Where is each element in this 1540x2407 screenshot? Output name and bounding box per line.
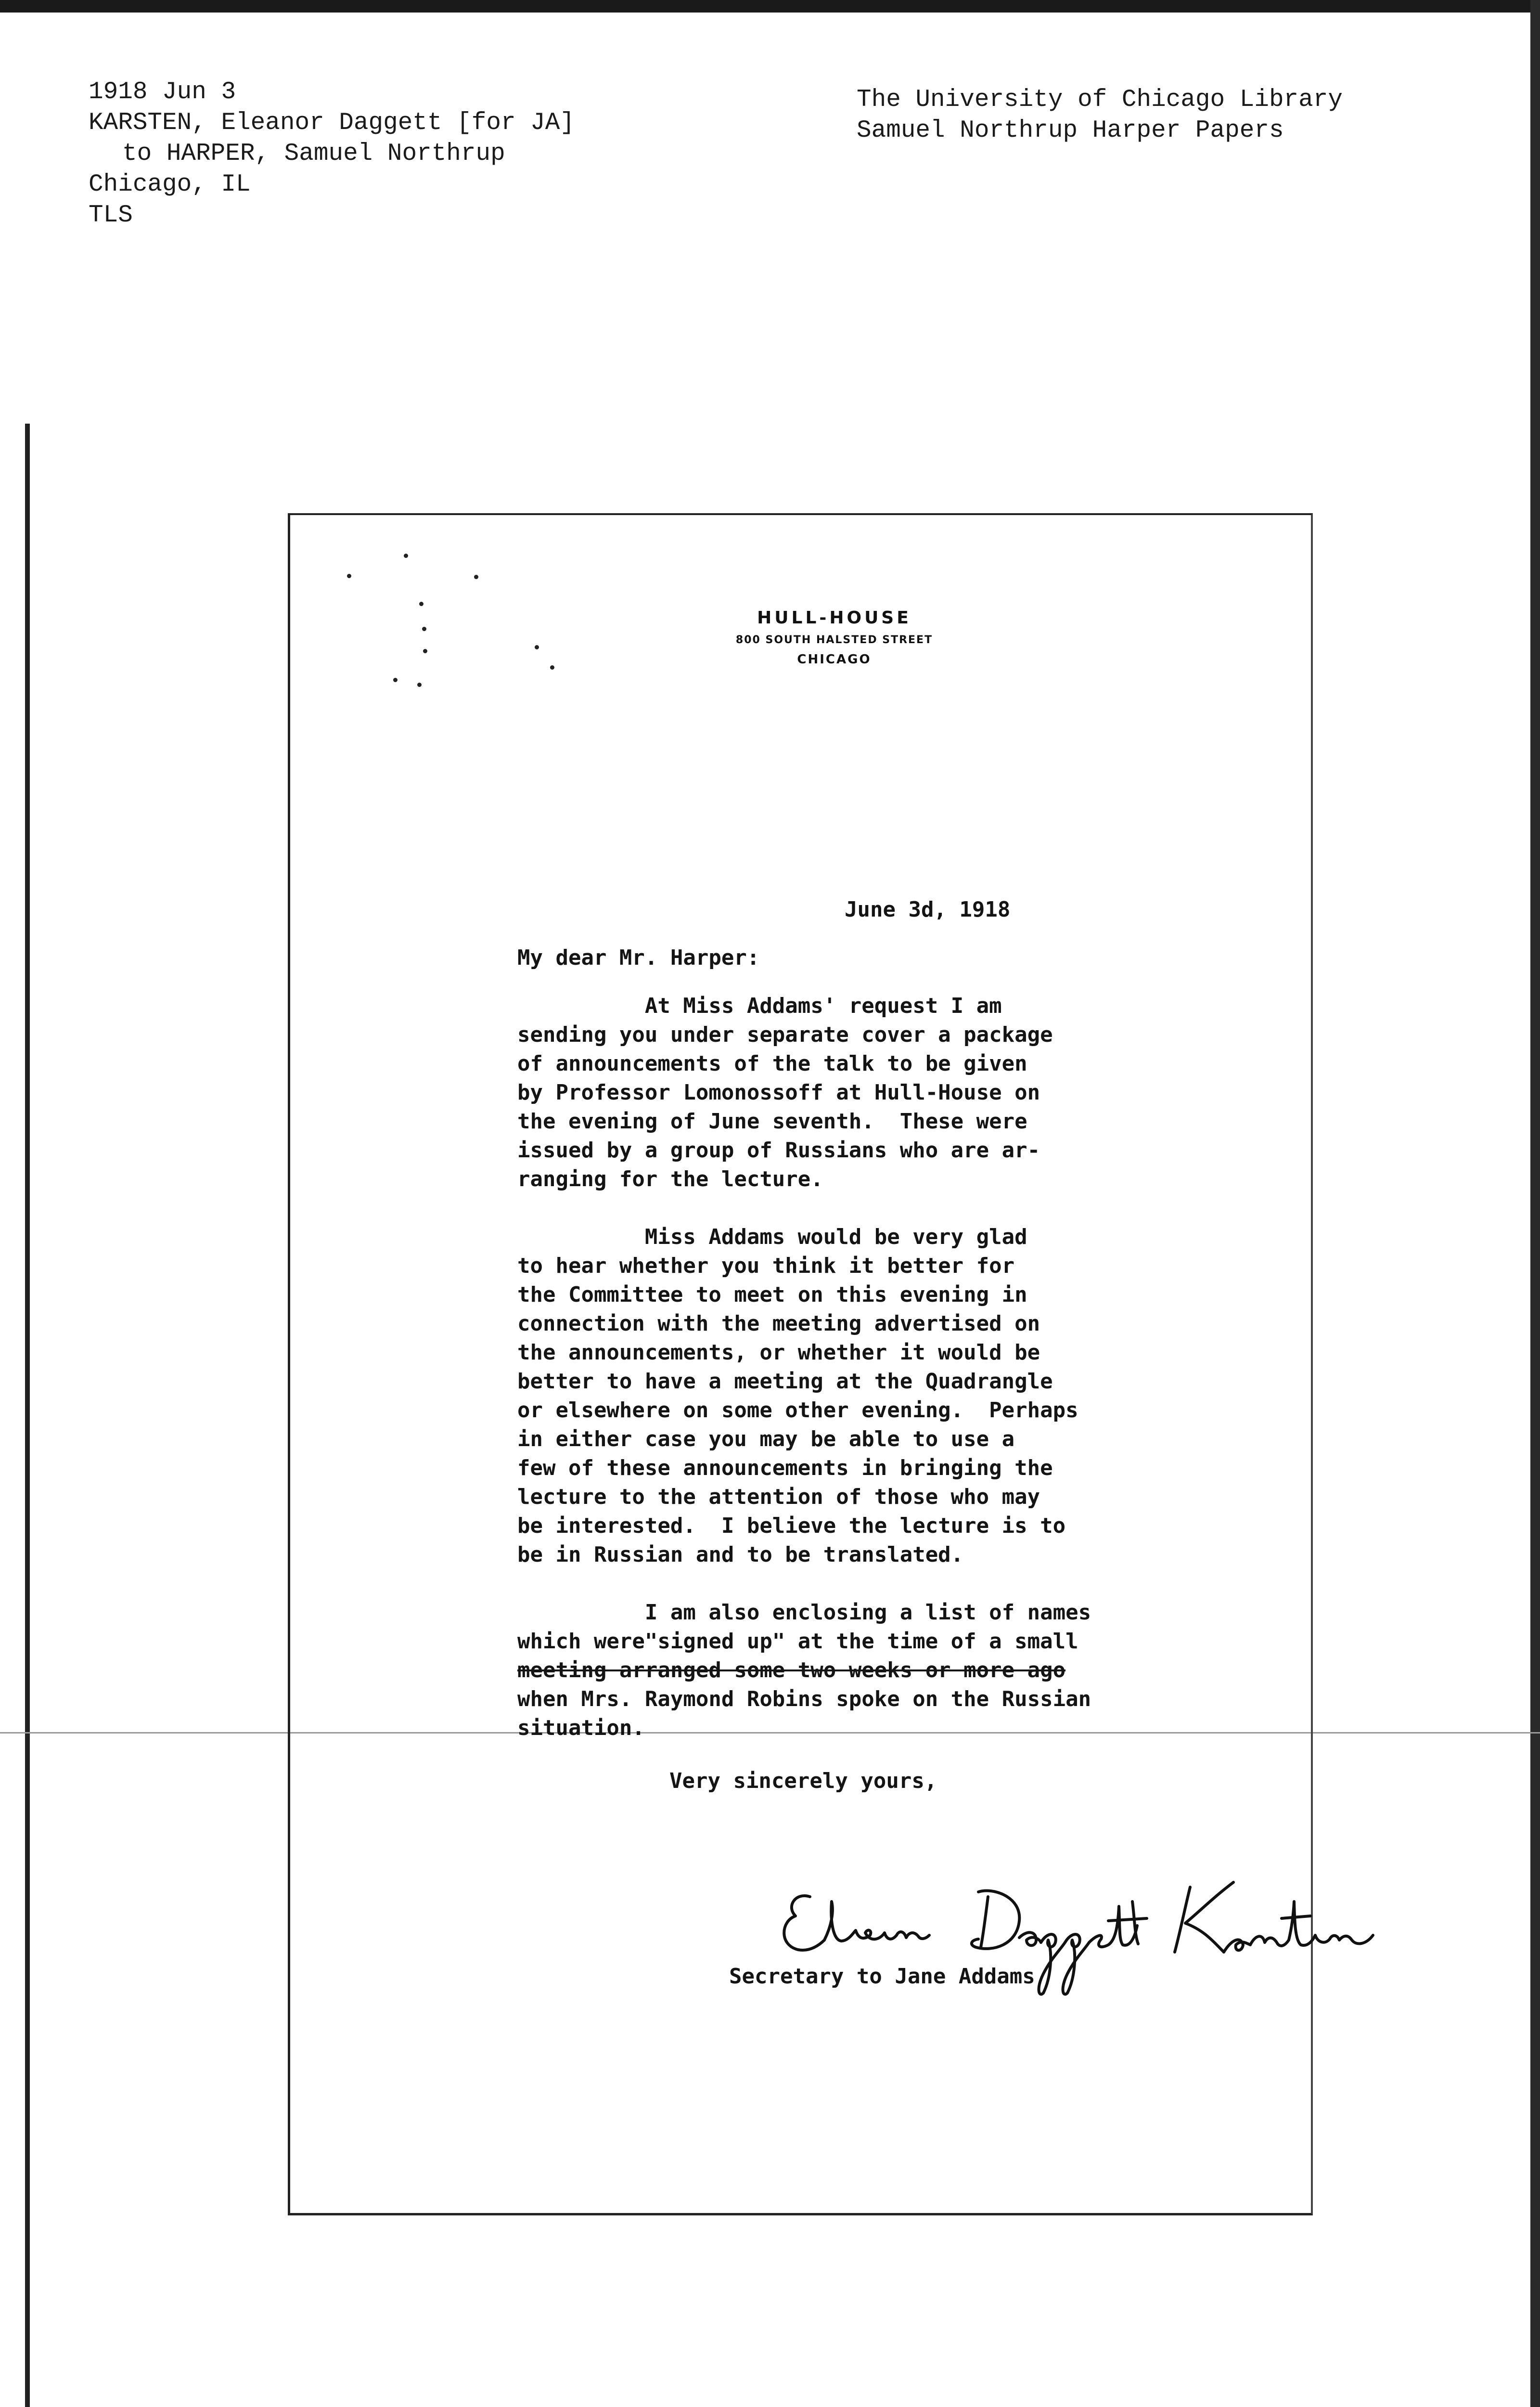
paragraph-line: issued by a group of Russians who are ar- (517, 1138, 1040, 1163)
ink-speck (417, 683, 422, 687)
archive-header (857, 85, 1343, 146)
paragraph-line: lecture to the attention of those who may (517, 1485, 1040, 1509)
archive-library: The University of Chicago Library (857, 86, 1343, 114)
paragraph-line: better to have a meeting at the Quadrangle (517, 1369, 1053, 1394)
paragraph-line: which were"signed up" at the time of a small (517, 1629, 1078, 1654)
letterhead-name: HULL-HOUSE (757, 608, 911, 628)
signature-title: Secretary to Jane Addams (729, 1964, 1035, 1989)
paragraph-line: to hear whether you think it better for (517, 1254, 1015, 1278)
ink-speck (474, 575, 478, 579)
paragraph-2 (517, 1223, 1297, 1569)
paragraph-1 (517, 992, 1297, 1194)
letter-page (288, 513, 1313, 2215)
catalog-date: 1918 Jun 3 (89, 78, 236, 106)
catalog-place: Chicago, IL (89, 171, 251, 198)
paragraph-line: by Professor Lomonossoff at Hull-House on (517, 1080, 1040, 1105)
paragraph-line: in either case you may be able to use a (517, 1427, 1015, 1451)
paragraph-line: connection with the meeting advertised on (517, 1311, 1040, 1336)
paragraph-line: the Committee to meet on this evening in (517, 1282, 1027, 1307)
letterhead (290, 606, 1311, 669)
paragraph-line: sending you under separate cover a package (517, 1022, 1053, 1047)
catalog-recipient: to HARPER, Samuel Northrup (122, 140, 505, 168)
struck-through-line: meeting arranged some two weeks or more ago (517, 1658, 1066, 1682)
ink-speck (347, 574, 351, 578)
paragraph-line: ranging for the lecture. (517, 1167, 823, 1191)
ink-speck (393, 678, 398, 682)
catalog-author: KARSTEN, Eleanor Daggett [for JA] (89, 109, 575, 137)
catalog-header (89, 77, 575, 231)
catalog-type: TLS (89, 202, 133, 229)
closing: Very sincerely yours, (669, 1769, 937, 1793)
letterhead-street: 800 SOUTH HALSTED STREET (735, 634, 933, 646)
scan-left-edge (25, 424, 30, 2407)
scan-top-edge (0, 0, 1540, 13)
ink-speck (404, 554, 408, 558)
paragraph-line: when Mrs. Raymond Robins spoke on the Russian (517, 1687, 1091, 1711)
paragraph-line: of announcements of the talk to be given (517, 1051, 1027, 1076)
paragraph-line: At Miss Addams' request I am (517, 994, 1002, 1018)
paragraph-line: few of these announcements in bringing the (517, 1456, 1053, 1480)
letter-body (517, 895, 1297, 1796)
paragraph-line: Miss Addams would be very glad (517, 1225, 1027, 1249)
archive-collection: Samuel Northrup Harper Papers (857, 117, 1284, 144)
paragraph-line: be in Russian and to be translated. (517, 1542, 964, 1567)
scan-right-edge (1530, 0, 1540, 2407)
paragraph-line: be interested. I believe the lecture is to (517, 1514, 1066, 1538)
letter-date: June 3d, 1918 (845, 897, 1011, 922)
paragraph-line: situation. (517, 1716, 645, 1740)
paragraph-line: the announcements, or whether it would be (517, 1340, 1040, 1365)
salutation: My dear Mr. Harper: (517, 945, 760, 970)
paragraph-3 (517, 1598, 1297, 1743)
paragraph-line: or elsewhere on some other evening. Perhaps (517, 1398, 1078, 1423)
paragraph-line: the evening of June seventh. These were (517, 1109, 1027, 1134)
letterhead-city: CHICAGO (797, 652, 872, 667)
paragraph-line: I am also enclosing a list of names (517, 1600, 1091, 1625)
